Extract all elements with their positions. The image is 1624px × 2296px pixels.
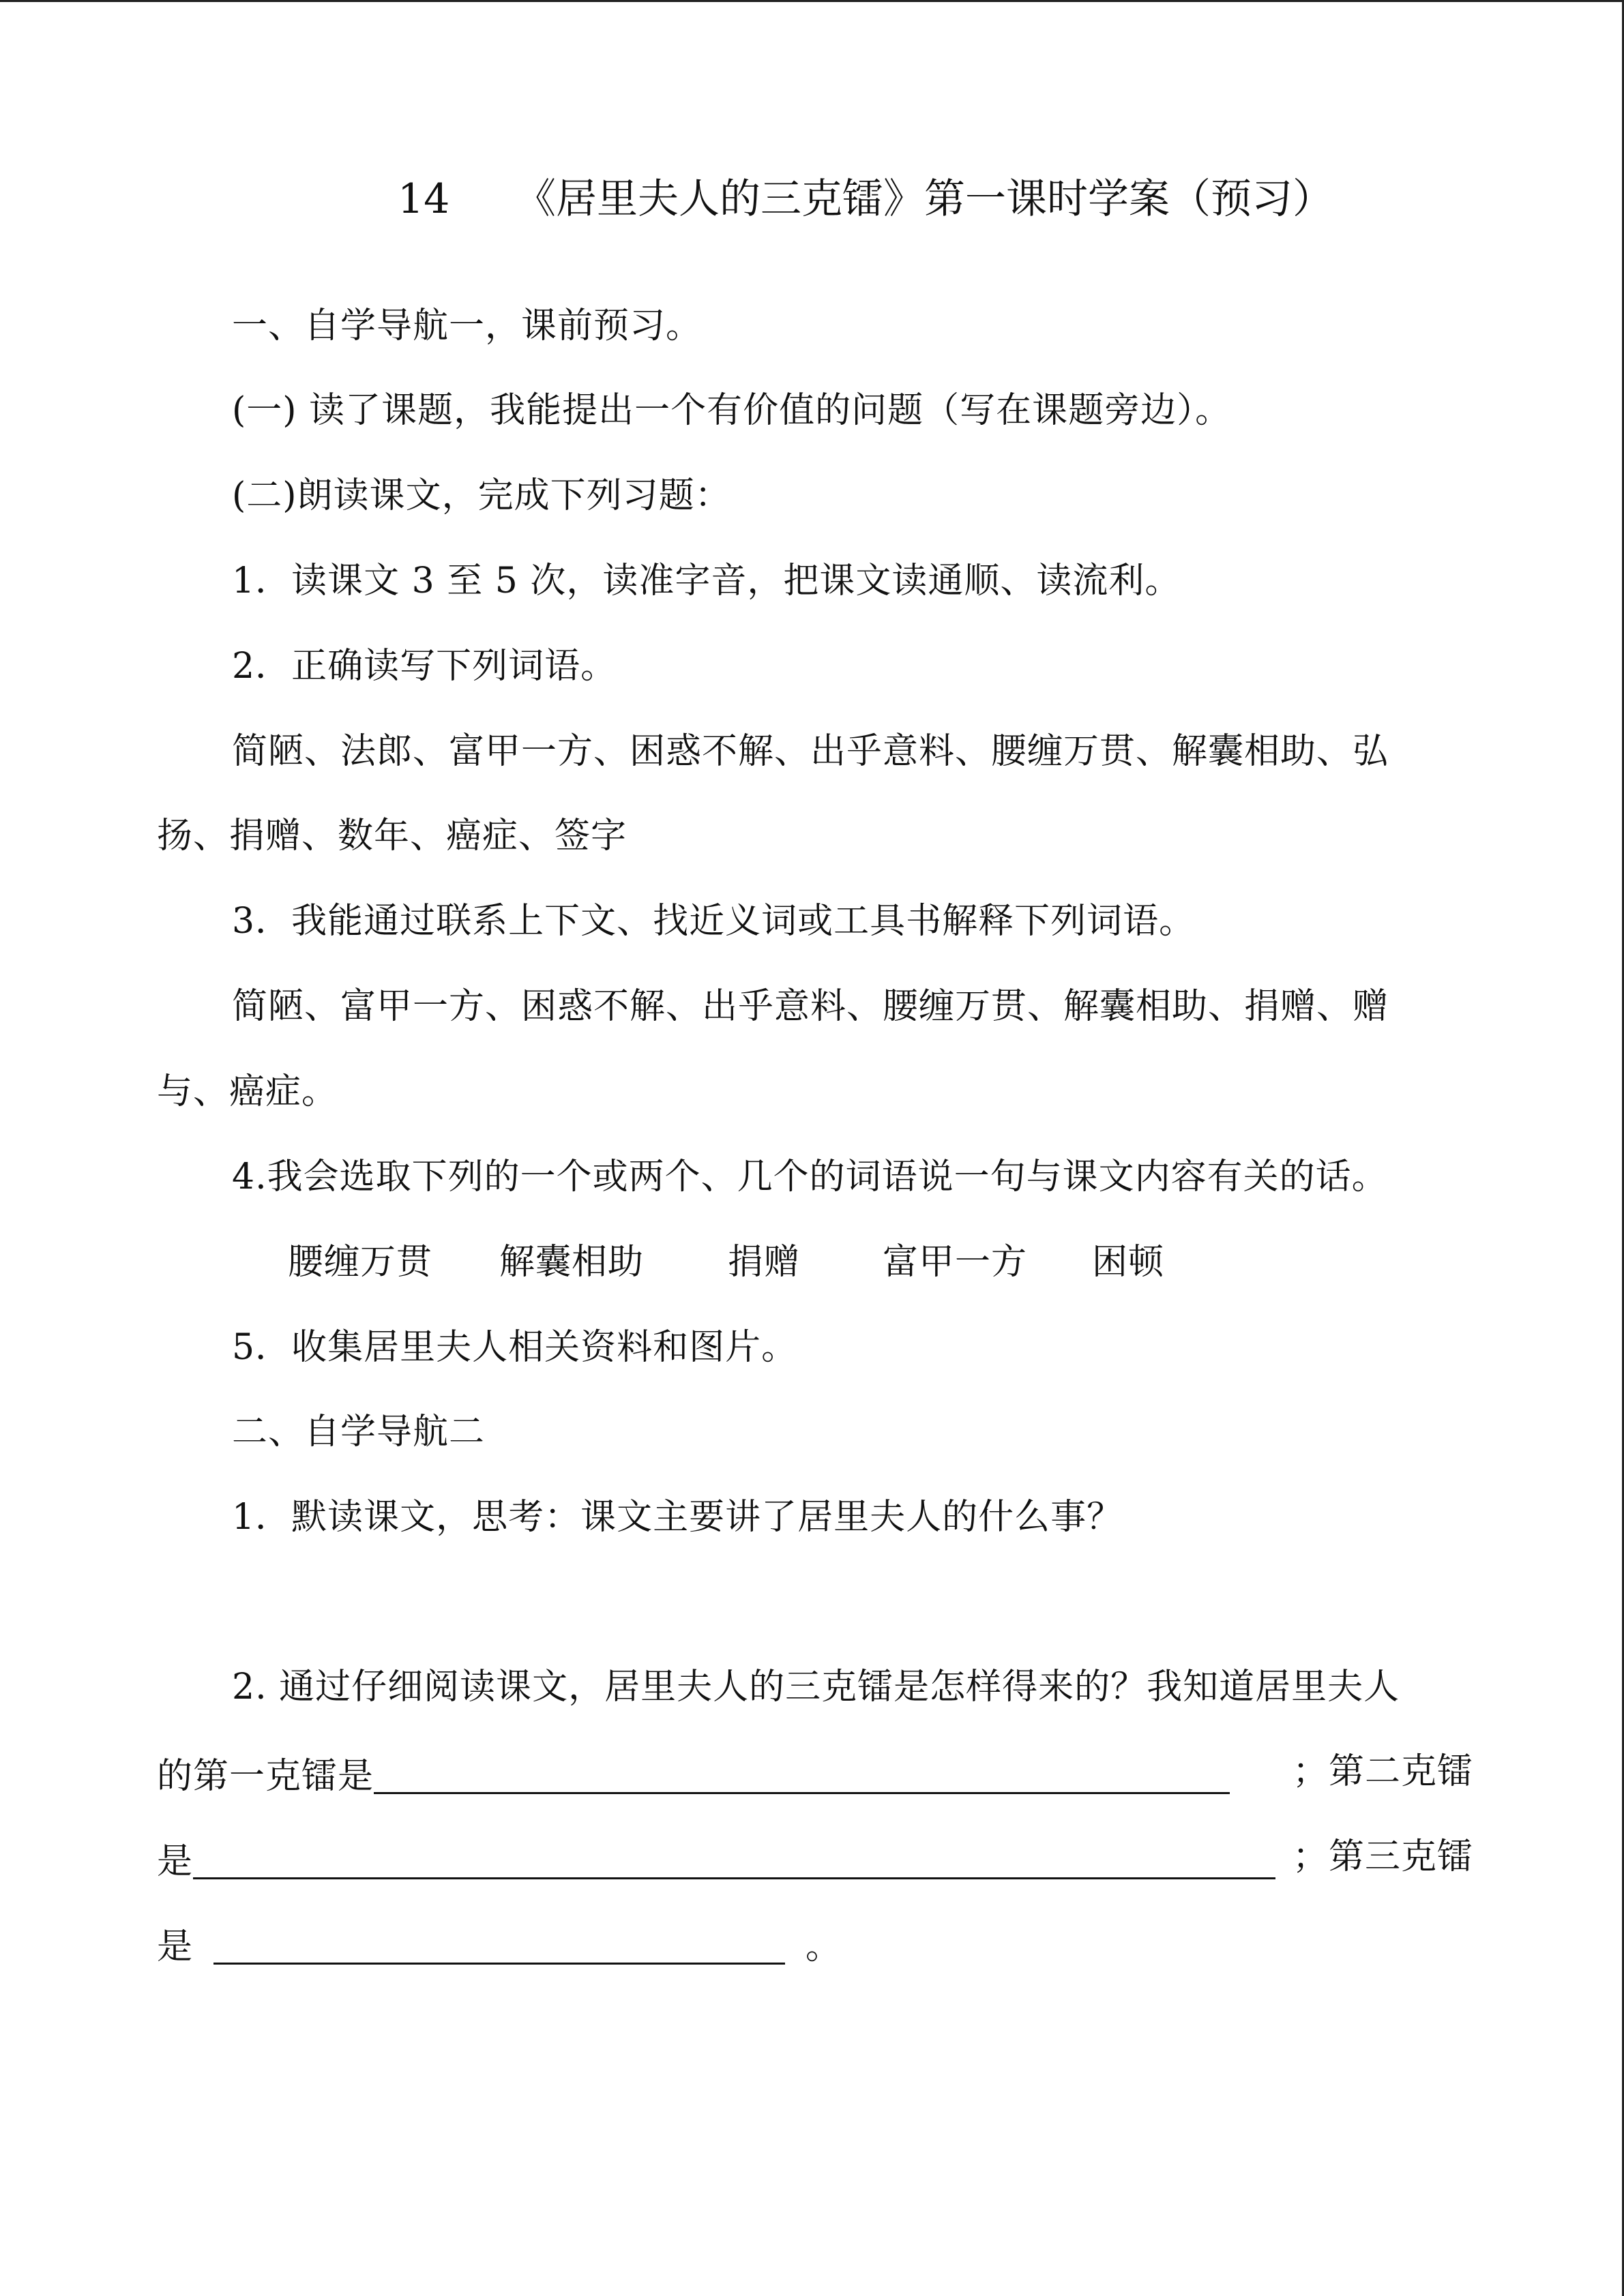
section1-item3: 3．我能通过联系上下文、找近义词或工具书解释下列词语。: [232, 901, 1196, 942]
section2-item2-line1: 2. 通过仔细阅读课文，居里夫人的三克镭是怎样得来的？我知道居里夫人: [232, 1667, 1400, 1708]
section1-item5: 5．收集居里夫人相关资料和图片。: [232, 1327, 798, 1368]
lesson-number: 14: [398, 175, 450, 223]
second-gram-blank[interactable]: [193, 1839, 1275, 1879]
section1-item1: 1．读课文 3 至 5 次，读准字音，把课文读通顺、读流利。: [232, 561, 1181, 601]
section1-heading: 一、自学导航一，课前预习。: [232, 305, 703, 346]
end-period: 。: [806, 1926, 842, 1967]
word-choice-row: [288, 1242, 1165, 1283]
word-choice: 捐赠: [728, 1242, 801, 1283]
section1-sub2: (二)朗读课文，完成下列习题：: [232, 475, 731, 516]
section2-heading: 二、自学导航二: [232, 1412, 486, 1452]
lesson-title: 《居里夫人的三克镭》第一课时学案（预习）: [515, 175, 1333, 223]
word-choice: 解囊相助: [499, 1242, 645, 1283]
word-choice: 困顿: [1092, 1242, 1165, 1283]
second-gram-label: ；第二克镭: [1292, 1751, 1473, 1792]
word-choice: 富甲一方: [883, 1242, 1028, 1283]
is-label: 是: [157, 1841, 194, 1882]
answer-line-first: [157, 1751, 1473, 1797]
vocab-list-1-line2: 扬、捐赠、数年、癌症、签字: [157, 816, 628, 856]
vocab-list-1-line1: 简陋、法郎、富甲一方、困惑不解、出乎意料、腰缠万贯、解囊相助、弘: [232, 731, 1389, 772]
first-gram-label: 的第一克镭是: [157, 1756, 374, 1797]
vocab-list-2-line1: 简陋、富甲一方、困惑不解、出乎意料、腰缠万贯、解囊相助、捐赠、赠: [232, 986, 1389, 1027]
vocab-list-2-line2: 与、癌症。: [157, 1071, 338, 1112]
answer-line-third: [157, 1924, 842, 1965]
section2-item1: 1．默读课文，思考：课文主要讲了居里夫人的什么事？: [232, 1497, 1123, 1538]
third-gram-blank[interactable]: [213, 1924, 785, 1965]
first-gram-blank[interactable]: [374, 1754, 1230, 1794]
is-label-2: 是: [157, 1926, 194, 1967]
section1-sub1: (一) 读了课题，我能提出一个有价值的问题（写在课题旁边）。: [232, 390, 1232, 431]
word-choice: 腰缠万贯: [288, 1242, 433, 1283]
section1-item4: 4.我会选取下列的一个或两个、几个的词语说一句与课文内容有关的话。: [232, 1157, 1388, 1197]
third-gram-label: ；第三克镭: [1292, 1836, 1473, 1877]
answer-line-second: [157, 1836, 1473, 1882]
section1-item2: 2．正确读写下列词语。: [232, 646, 617, 687]
